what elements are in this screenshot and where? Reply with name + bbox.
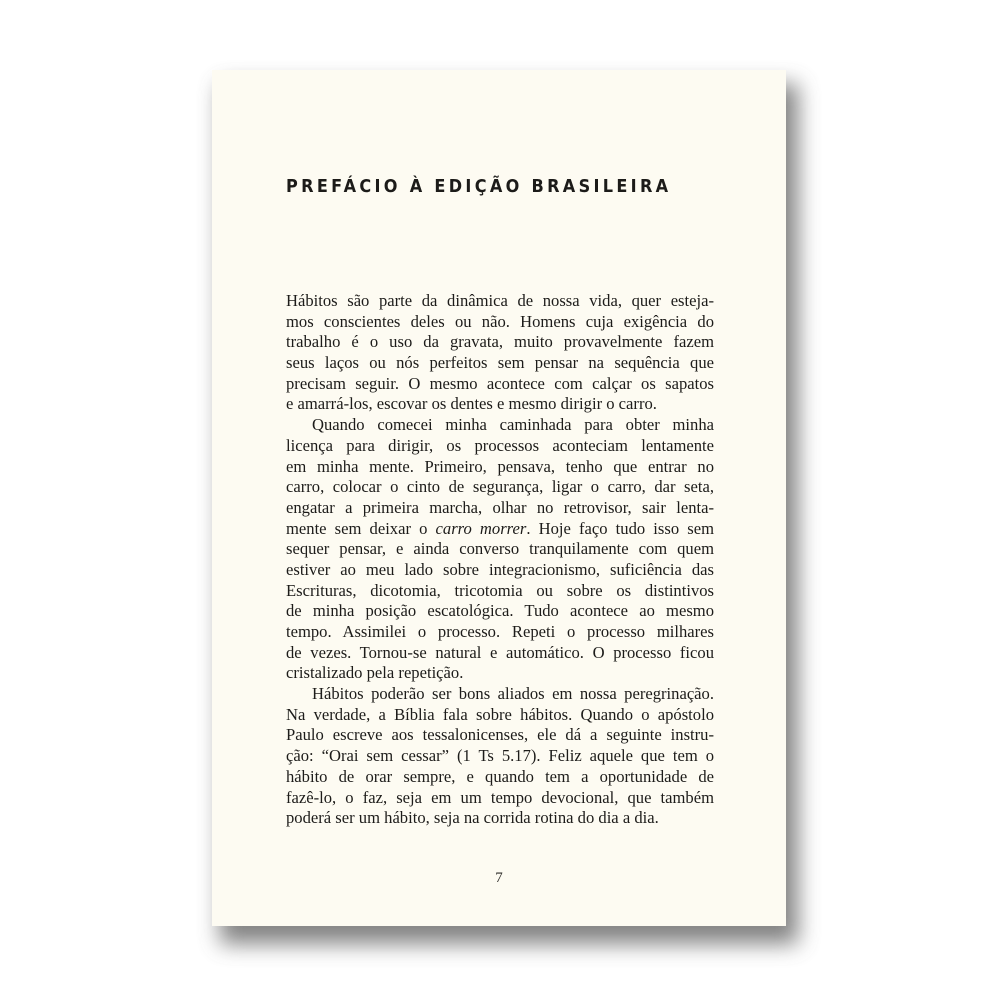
text-line: estiver ao meu lado sobre integracionismo, suficiência das (286, 559, 714, 579)
chapter-title: PREFÁCIO À EDIÇÃO BRASILEIRA (286, 177, 672, 197)
paragraph (286, 415, 714, 684)
text-line: mos conscientes deles ou não. Homens cuja exigência do (286, 311, 714, 331)
text-line: sequer pensar, e ainda converso tranquilamente com quem (286, 539, 714, 559)
book-page (212, 70, 786, 926)
italic-phrase: carro morrer (435, 518, 527, 538)
text-line: ção: “Orai sem cessar” (1 Ts 5.17). Feliz aquele que tem o (286, 746, 714, 766)
line-segment: mente sem deixar o (286, 518, 436, 538)
text-line: poderá ser um hábito, seja na corrida rotina do dia a dia. (286, 808, 659, 828)
text-line: de vezes. Tornou-se natural e automático. O processo ficou (286, 642, 714, 662)
text-line: Paulo escreve aos tessalonicenses, ele dá a seguinte instru- (286, 725, 714, 745)
text-line: Na verdade, a Bíblia fala sobre hábitos. Quando o apóstolo (286, 704, 714, 724)
text-line: fazê-lo, o faz, seja em um tempo devocional, que também (286, 787, 714, 807)
text-line: licença para dirigir, os processos aconteciam lentamente (286, 435, 714, 455)
body-text (286, 291, 714, 829)
paragraph (286, 291, 714, 415)
text-line: engatar a primeira marcha, olhar no retrovisor, sair lenta- (286, 497, 714, 517)
page-number: 7 (495, 870, 503, 886)
text-line: carro, colocar o cinto de segurança, ligar o carro, dar seta, (286, 477, 714, 497)
text-line: Quando comecei minha caminhada para obter minha (312, 415, 714, 435)
text-line: e amarrá-los, escovar os dentes e mesmo dirigir o carro. (286, 394, 657, 414)
text-line: hábito de orar sempre, e quando tem a oportunidade de (286, 766, 714, 786)
text-line: cristalizado pela repetição. (286, 663, 464, 683)
text-line: tempo. Assimilei o processo. Repeti o processo milhares (286, 622, 714, 641)
text-line: Hábitos poderão ser bons aliados em nossa peregrinação. (312, 684, 714, 704)
paragraph (286, 684, 714, 829)
text-line: seus laços ou nós perfeitos sem pensar na sequência que (286, 353, 714, 373)
line-segment: . Hoje faço tudo isso sem (526, 518, 714, 538)
text-line: Escrituras, dicotomia, tricotomia ou sobre os distintivos (286, 580, 714, 600)
text-line: precisam seguir. O mesmo acontece com calçar os sapatos (286, 373, 714, 393)
text-line: em minha mente. Primeiro, pensava, tenho que entrar no (286, 456, 714, 476)
text-line (286, 519, 714, 540)
text-line: trabalho é o uso da gravata, muito provavelmente fazem (286, 332, 714, 352)
text-line: de minha posição escatológica. Tudo acontece ao mesmo (286, 601, 714, 621)
text-line: Hábitos são parte da dinâmica de nossa vida, quer esteja- (286, 291, 714, 310)
